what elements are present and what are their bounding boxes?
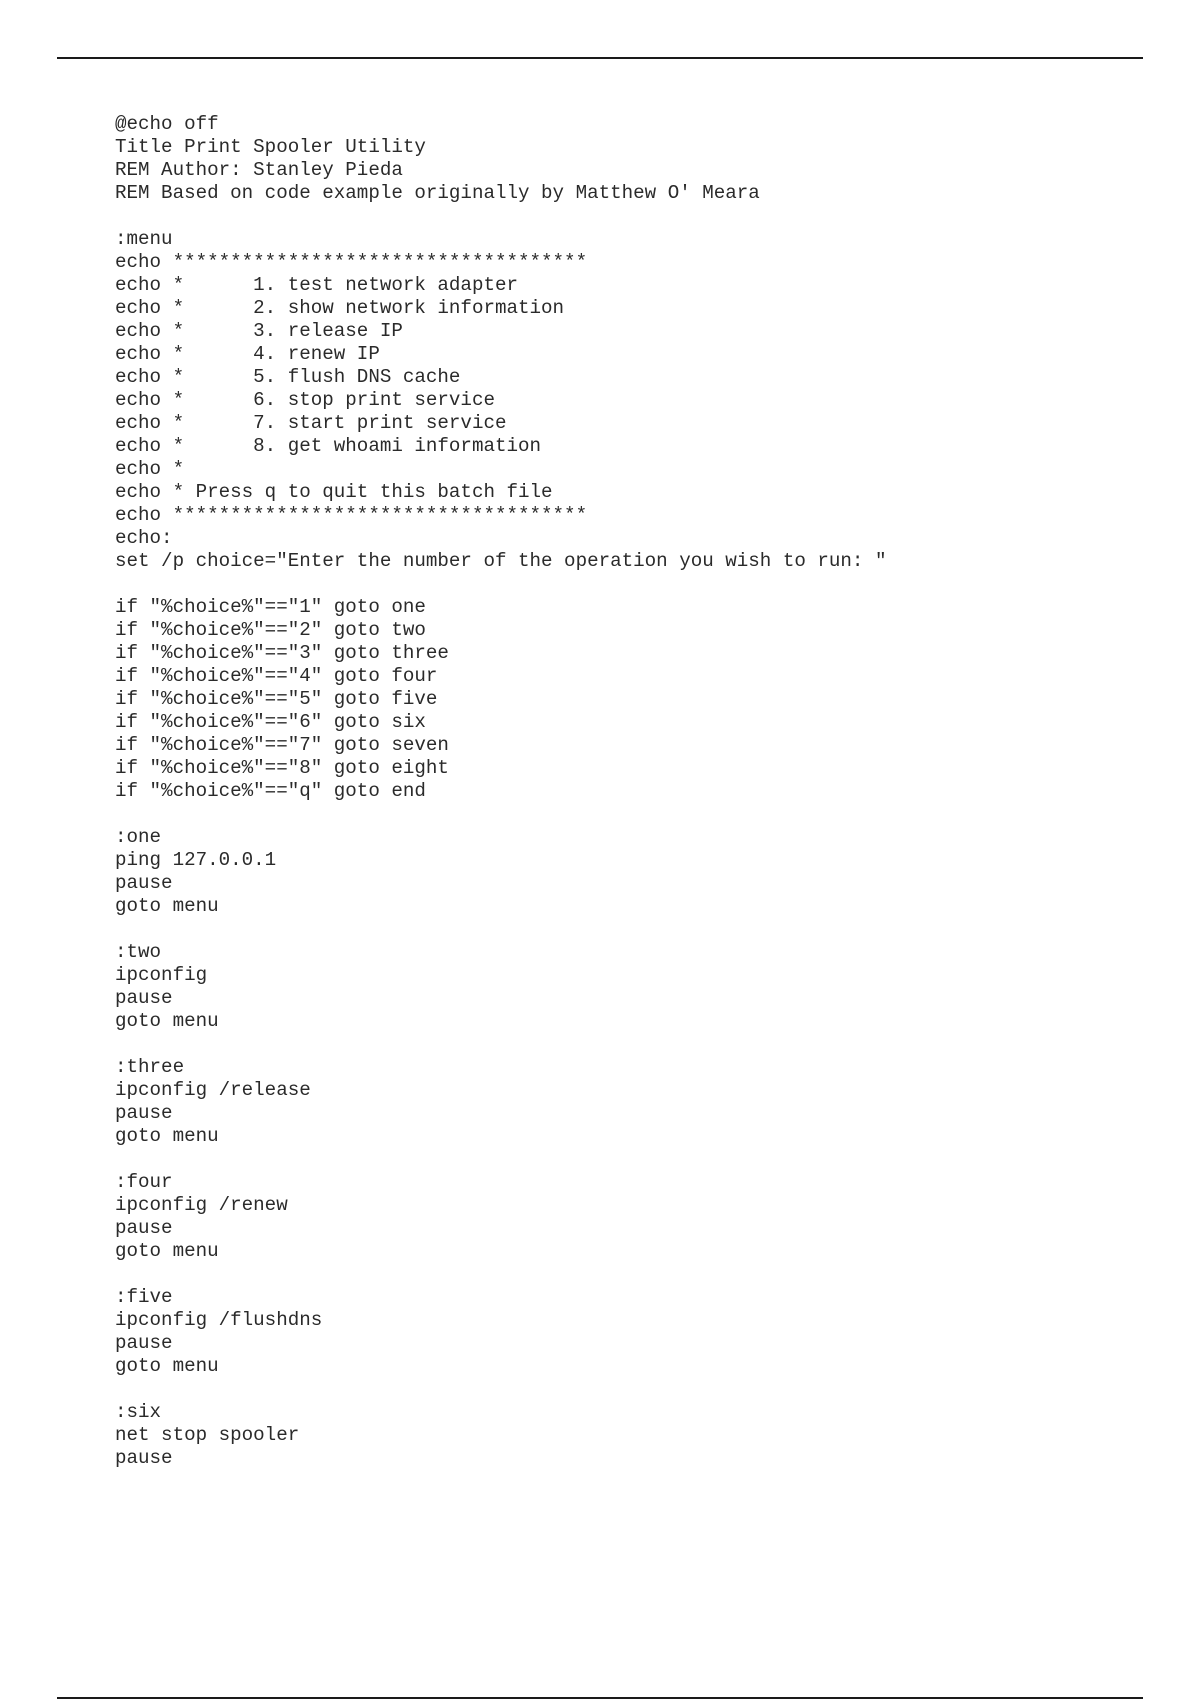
code-line: pause xyxy=(115,1447,173,1469)
batch-script-listing xyxy=(115,113,886,1470)
code-line: if "%choice%"=="3" goto three xyxy=(115,642,449,664)
code-line: pause xyxy=(115,987,173,1009)
code-line: echo: xyxy=(115,527,173,549)
code-line: echo * 3. release IP xyxy=(115,320,403,342)
code-line: echo * 6. stop print service xyxy=(115,389,495,411)
code-line: ipconfig /release xyxy=(115,1079,311,1101)
code-line: pause xyxy=(115,1217,173,1239)
code-line: echo * xyxy=(115,458,185,480)
code-line: :four xyxy=(115,1171,173,1193)
code-line: :six xyxy=(115,1401,162,1423)
code-line xyxy=(115,1378,886,1401)
code-line: ipconfig xyxy=(115,964,208,986)
code-line: echo * 4. renew IP xyxy=(115,343,380,365)
code-line: pause xyxy=(115,1332,173,1354)
code-line: :five xyxy=(115,1286,173,1308)
code-line: set /p choice="Enter the number of the operation you wish to run: " xyxy=(115,550,887,572)
code-line: ipconfig /flushdns xyxy=(115,1309,323,1331)
code-line: ping 127.0.0.1 xyxy=(115,849,277,871)
code-line: :one xyxy=(115,826,162,848)
code-line: echo * 5. flush DNS cache xyxy=(115,366,461,388)
code-line: @echo off xyxy=(115,113,219,135)
code-line xyxy=(115,205,886,228)
code-line: pause xyxy=(115,1102,173,1124)
code-line xyxy=(115,803,886,826)
code-line: if "%choice%"=="7" goto seven xyxy=(115,734,449,756)
code-line: :three xyxy=(115,1056,185,1078)
code-line: echo * 2. show network information xyxy=(115,297,565,319)
code-line: goto menu xyxy=(115,1355,219,1377)
code-line: ipconfig /renew xyxy=(115,1194,288,1216)
code-line xyxy=(115,1148,886,1171)
code-line xyxy=(115,1033,886,1056)
code-line: echo ************************************ xyxy=(115,251,588,273)
code-line xyxy=(115,918,886,941)
code-line: net stop spooler xyxy=(115,1424,300,1446)
footer-rule xyxy=(57,1697,1143,1699)
code-line: echo ************************************ xyxy=(115,504,588,526)
code-line: echo * 7. start print service xyxy=(115,412,507,434)
code-line: :two xyxy=(115,941,162,963)
code-line: REM Author: Stanley Pieda xyxy=(115,159,403,181)
code-line: if "%choice%"=="q" goto end xyxy=(115,780,426,802)
code-line: goto menu xyxy=(115,895,219,917)
code-line: Title Print Spooler Utility xyxy=(115,136,426,158)
code-line xyxy=(115,1263,886,1286)
code-line: goto menu xyxy=(115,1125,219,1147)
code-line: echo * 8. get whoami information xyxy=(115,435,542,457)
code-line: :menu xyxy=(115,228,173,250)
code-line: echo * Press q to quit this batch file xyxy=(115,481,553,503)
code-line: if "%choice%"=="2" goto two xyxy=(115,619,426,641)
code-line: goto menu xyxy=(115,1010,219,1032)
code-line: goto menu xyxy=(115,1240,219,1262)
code-line: if "%choice%"=="8" goto eight xyxy=(115,757,449,779)
code-line: if "%choice%"=="6" goto six xyxy=(115,711,426,733)
code-line: pause xyxy=(115,872,173,894)
code-line xyxy=(115,573,886,596)
code-line: echo * 1. test network adapter xyxy=(115,274,519,296)
code-line: if "%choice%"=="1" goto one xyxy=(115,596,426,618)
code-line: if "%choice%"=="5" goto five xyxy=(115,688,438,710)
code-line: if "%choice%"=="4" goto four xyxy=(115,665,438,687)
code-line: REM Based on code example originally by Matthew O' Meara xyxy=(115,182,760,204)
header-rule xyxy=(57,57,1143,59)
